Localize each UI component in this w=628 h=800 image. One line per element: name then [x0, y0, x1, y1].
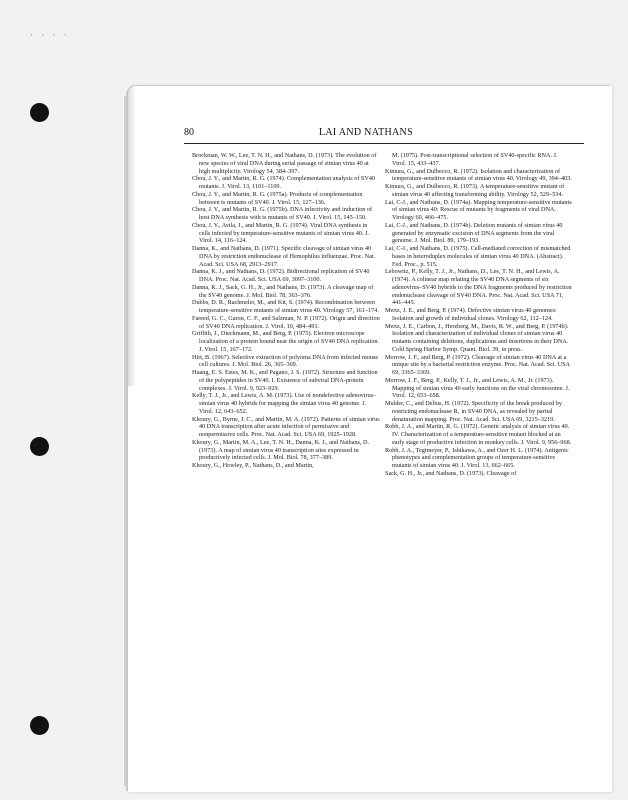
- page-number: 80: [184, 127, 194, 138]
- reference-entry: Lai, C-J., and Nathans, D. (1974b). Deletion mutants of simian virus 40 generated by enzymatic excision of DNA segments from the viral genome. J. Mol. Biol. 89, 179–193.: [385, 221, 563, 245]
- reference-entry: Lebowitz, P., Kelly, T. J., Jr., Nathans, D., Lee, T. N. H., and Lewis, A. (1974). A colinear map relating the SV40 DNA segments of six adenovirus–SV40 hybrids to the DNA fragments produced by restriction endonuclease cleavage of SV40 DNA. Proc. Nat. Acad. Sci. USA 71, 441–445.: [385, 268, 572, 307]
- reference-entry: Fareed, G. C., Garon, C. F., and Salzman, N. P. (1972). Origin and direction of SV40 DNA replication. J. Virol. 10, 484–491.: [192, 314, 380, 330]
- reference-entry: Kimura, G., and Dulbecco, R. (1972). Isolation and characterization of temperature-sensitive mutants of simian virus 40. Virology 49, 394–403.: [385, 167, 572, 183]
- reference-entry: Kelly, T. J., Jr., and Lewis, A. M. (1973). Use of nondefective adenovirus–simian virus 40 hybrids for mapping the simian virus 40 genome. J. Virol. 12, 643–652.: [192, 392, 377, 415]
- reference-entry: Chou, J. Y., Avila, J., and Martin, R. G. (1974). Viral DNA synthesis in cells infected by temperature-sensitive mutants of simian virus 40. J. Virol. 14, 116–124.: [192, 221, 369, 245]
- reference-entry: Khoury, G., Byrne, J. C., and Martin, M. A. (1972). Patterns of simian virus 40 DNA transcription after acute infection of permissive and nonpermissive cells. Proc. Nat. Acad. Sci. USA 69, 1925–1928.: [192, 415, 380, 438]
- reference-entry: Khoury, G., Martin, M. A., Lee, T. N. H., Danna, K. J., and Nathans, D. (1973). A map of simian virus 40 transcription sites expressed in productively infected cells. J. Mol. Biol. 78, 377–389.: [192, 438, 370, 462]
- reference-entry: Danna, K. J., and Nathans, D. (1972). Bidirectional replication of SV40 DNA. Proc. Nat. Acad. Sci. USA 69, 3097–3100.: [192, 268, 370, 283]
- punch-hole-bottom: [30, 716, 49, 735]
- reference-entry: Robb, J. A., and Martin, R. G. (1972). Genetic analysis of simian virus 40. IV. Characterization of a temperature-sensitive mutant blocked at an early stage of productive infection in monkey cells. J. Virol. 9, 956–968.: [385, 423, 572, 446]
- reference-entry: Sack, G. H., Jr., and Nathans, D. (1973). Cleavage of: [385, 469, 517, 477]
- running-title: LAI AND NATHANS: [319, 127, 413, 138]
- punch-hole-top: [30, 103, 49, 122]
- reference-entry: Chou, J. Y., and Martin, R. G. (1975b). DNA infectivity and induction of host DNA synthesis with ts mutants of SV40. J. Virol. 15, 145–150.: [192, 206, 373, 221]
- reference-entry: Lai, C-J., and Nathans, D. (1974a). Mapping temperature-sensitive mutants of simian virus 40: Rescue of mutants by fragments of viral DNA. Virology 60, 466–475.: [385, 198, 572, 221]
- reference-entry: Kimura, G., and Dulbecco, R. (1973). A temperature-sensitive mutant of simian virus 40 affecting transforming ability. Virology 52, 529–534.: [385, 183, 565, 198]
- reference-entry: Hirt, B. (1967). Selective extraction of polyoma DNA from infected mouse cell cultures. J. Mol. Biol. 26, 365–369.: [192, 353, 379, 369]
- reference-entry: Chou, J. Y., and Martin, R. G. (1974). Complementation analysis of SV40 mutants. J. Virol. 13, 1101–1109.: [192, 175, 376, 190]
- references-left-column: [192, 152, 380, 470]
- reference-entry: Lai, C-J., and Nathans, D. (1975). Cell-mediated correction of mismatched bases in heteroduplex molecules of simian virus 40 DNA. (Abstract). Fed. Proc., p. 515.: [385, 245, 571, 268]
- reference-entry: Robb, J. A., Tegtmeyer, P., Ishikawa, A., and Ozer H. L. (1974). Antigenic phenotypes and complementation groups of temperature-sensitive mutants of simian virus 40. J. Virol. 13, 662–665.: [385, 446, 569, 469]
- reference-entry: Griffith, J., Dieckmann, M., and Berg, P. (1975). Electron microscope localization of a protein bound near the origin of SV40 DNA replication. J. Virol. 15, 167–172.: [192, 330, 380, 353]
- reference-entry: Mertz, J. E., Carbon, J., Herzberg, M., Davis, R. W., and Berg, P. (1974b). Isolation and characterization of individual clones of simian virus 40 mutants containing deletions, duplications and insertions in their DNA. Cold Spring Harbor Symp. Quant. Biol. 39, in press.: [385, 322, 569, 353]
- reference-entry: Dubbs, D. R., Rachmeler, M., and Kit, S. (1974). Recombination between temperature-sensitive mutants of simian virus 40. Virology 57, 161–174.: [192, 299, 379, 314]
- reference-entry: Danna, K., and Nathans, D. (1971). Specific cleavage of simian virus 40 DNA by restriction endonuclease of Hemophilus influenzae. Proc. Nat. Acad. Sci. USA 68, 2913–2917.: [192, 245, 376, 268]
- reference-entry: Huang, E. S. Estes, M. K., and Pagano, J. S. (1972). Structure and function of the polypeptides in SV40. I. Existence of subviral DNA-protein complexes. J. Virol. 9, 923–929.: [192, 369, 378, 392]
- references-right-column: [385, 152, 573, 478]
- reference-entry: Danna, K. J., Sack, G. H., Jr., and Nathans, D. (1973). A cleavage map of the SV40 genome. J. Mol. Biol. 78, 363–376.: [192, 283, 374, 299]
- reference-entry: Mulder, C., and Delius, H. (1972). Specificity of the break produced by restricting endonuclease R₁ in SV40 DNA, as revealed by partial denaturation mapping. Proc. Nat. Acad. Sci. USA 69, 3215–3219.: [385, 400, 562, 423]
- reference-entry: Chou, J. Y., and Martin, R. G. (1975a). Products of complementation between ts mutants of SV40. J. Virol. 15, 127–136.: [192, 190, 363, 206]
- punch-hole-middle: [30, 437, 49, 456]
- reference-entry: Mertz, J. E., and Berg, P. (1974). Defective simian virus 40 genomes: Isolation and growth of individual clones. Virology 62, 112–124.: [385, 307, 557, 322]
- reference-entry: Khoury, G., Howley, P., Nathans, D., and Martin,: [192, 462, 314, 469]
- reference-entry: Morrow, J. F., Berg, P., Kelly, T. J., Jr., and Lewis, A. M., Jr. (1973). Mapping of simian virus 40 early functions on the viral chromosome. J. Virol. 12, 653–658.: [385, 376, 570, 400]
- scan-dots: · · · ·: [30, 30, 70, 40]
- reference-entry: Brockman, W. W., Lee, T. N. H., and Nathans, D. (1973). The evolution of new species of viral DNA during serial passage of simian virus 40 at high multiplicity. Virology 54, 384–397.: [192, 152, 377, 175]
- reference-entry-continued: M. (1975). Post-transcriptional selection of SV40-specific RNA. J. Virol. 15, 433–437.: [392, 152, 558, 167]
- page-header: [184, 127, 584, 144]
- reference-entry: Morrow, J. F., and Berg, P. (1972). Cleavage of simian virus 40 DNA at a unique site by a bacterial restriction enzyme. Proc. Nat. Acad. Sci. USA 69, 3365–3369.: [385, 353, 570, 376]
